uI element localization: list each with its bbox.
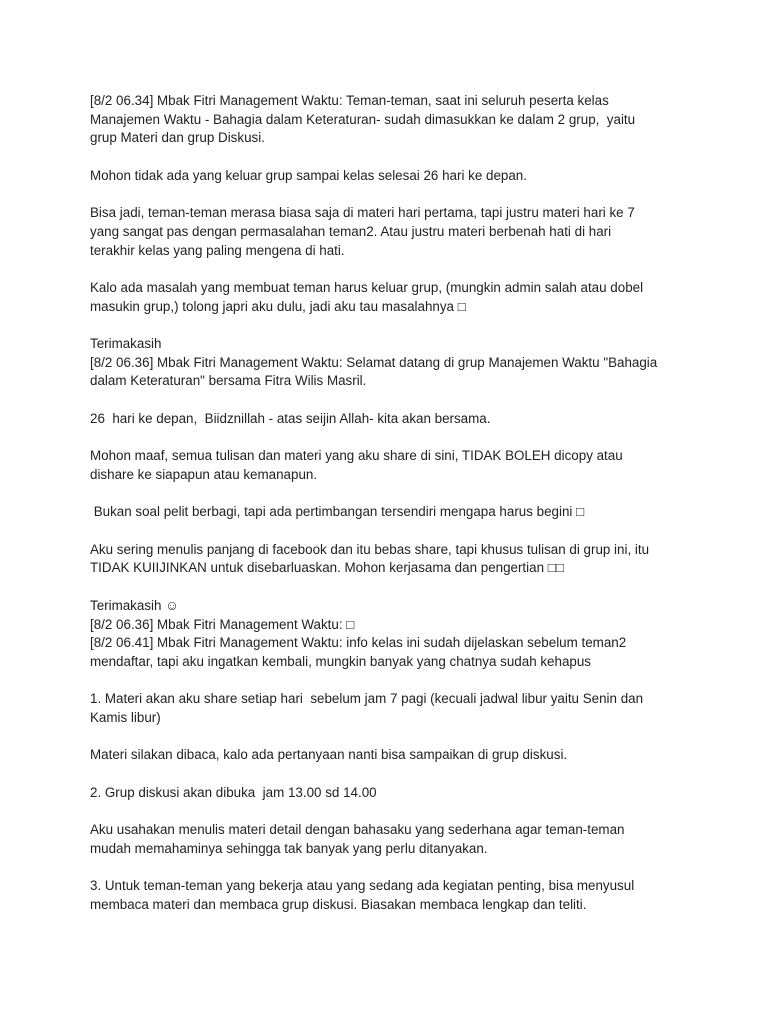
text-line: [8/2 06.36] Mbak Fitri Management Waktu: □: [90, 616, 355, 632]
paragraph: [90, 541, 690, 578]
text-line: [8/2 06.34] Mbak Fitri Management Waktu: Teman-teman, saat ini seluruh peserta kelas: [90, 93, 609, 108]
text-line: Bukan soal pelit berbagi, tapi ada pertimbangan tersendiri mengapa harus begini □: [90, 504, 585, 520]
paragraph: [90, 503, 690, 522]
text-line: Aku sering menulis panjang di facebook dan itu bebas share, tapi khusus tulisan di grup ini, itu: [90, 541, 650, 557]
text-line: terakhir kelas yang paling mengena di hati.: [90, 242, 345, 258]
text-line: dishare ke siapapun atau kemanapun.: [90, 466, 318, 482]
paragraph: [90, 410, 690, 429]
text-line: 26 hari ke depan, Biidznillah - atas seijin Allah- kita akan bersama.: [90, 410, 491, 426]
text-line: mudah memahaminya sehingga tak banyak yang perlu ditanyakan.: [90, 840, 488, 856]
text-line: Terimakasih: [90, 336, 162, 352]
text-line: Kamis libur): [90, 710, 161, 726]
paragraph: [90, 335, 690, 391]
text-line: Kalo ada masalah yang membuat teman harus keluar grup, (mungkin admin salah atau dobel: [90, 279, 644, 295]
text-line: [8/2 06.36] Mbak Fitri Management Waktu: Selamat datang di grup Manajemen Waktu "Bahagia: [90, 354, 658, 370]
text-line: [8/2 06.41] Mbak Fitri Management Waktu: info kelas ini sudah dijelaskan sebelum teman2: [90, 635, 627, 651]
text-line: Materi silakan dibaca, kalo ada pertanyaan nanti bisa sampaikan di grup diskusi.: [90, 747, 568, 763]
text-line: membaca materi dan membaca grup diskusi. Biasakan membaca lengkap dan teliti.: [90, 897, 587, 913]
paragraph: [90, 597, 690, 672]
text-line: Manajemen Waktu - Bahagia dalam Keteraturan- sudah dimasukkan ke dalam 2 grup, yaitu: [90, 111, 636, 127]
text-line: masukin grup,) tolong japri aku dulu, jadi aku tau masalahnya □: [90, 298, 466, 314]
text-line: dalam Keteraturan" bersama Fitra Wilis Masril.: [90, 373, 367, 389]
document-body: [90, 92, 690, 933]
text-line: Mohon maaf, semua tulisan dan materi yang aku share di sini, TIDAK BOLEH dicopy atau: [90, 448, 623, 464]
text-line: 3. Untuk teman-teman yang bekerja atau yang sedang ada kegiatan penting, bisa menyusul: [90, 878, 635, 894]
text-line: Mohon tidak ada yang keluar grup sampai kelas selesai 26 hari ke depan.: [90, 167, 527, 183]
paragraph: [90, 877, 690, 914]
text-line: TIDAK KUIIJINKAN untuk disebarluaskan. Mohon kerjasama dan pengertian □□: [90, 560, 564, 576]
paragraph: [90, 821, 690, 858]
text-line: 1. Materi akan aku share setiap hari sebelum jam 7 pagi (kecuali jadwal libur yaitu Senin dan: [90, 691, 644, 707]
text-line: yang sangat pas dengan permasalahan teman2. Atau justru materi berbenah hati di hari: [90, 223, 612, 239]
text-line: Bisa jadi, teman-teman merasa biasa saja di materi hari pertama, tapi justru materi hari ke 7: [90, 205, 635, 221]
paragraph: [90, 690, 690, 727]
paragraph: [90, 92, 690, 148]
paragraph: [90, 279, 690, 316]
paragraph: [90, 204, 690, 260]
text-line: Aku usahakan menulis materi detail dengan bahasaku yang sederhana agar teman-teman: [90, 822, 625, 838]
paragraph: [90, 746, 690, 765]
paragraph: [90, 784, 690, 803]
paragraph: [90, 447, 690, 484]
paragraph: [90, 167, 690, 186]
text-line: mendaftar, tapi aku ingatkan kembali, mungkin banyak yang chatnya sudah kehapus: [90, 653, 591, 669]
text-line: 2. Grup diskusi akan dibuka jam 13.00 sd 14.00: [90, 784, 377, 800]
text-line: grup Materi dan grup Diskusi.: [90, 130, 265, 146]
text-line: Terimakasih ☺: [90, 597, 179, 613]
